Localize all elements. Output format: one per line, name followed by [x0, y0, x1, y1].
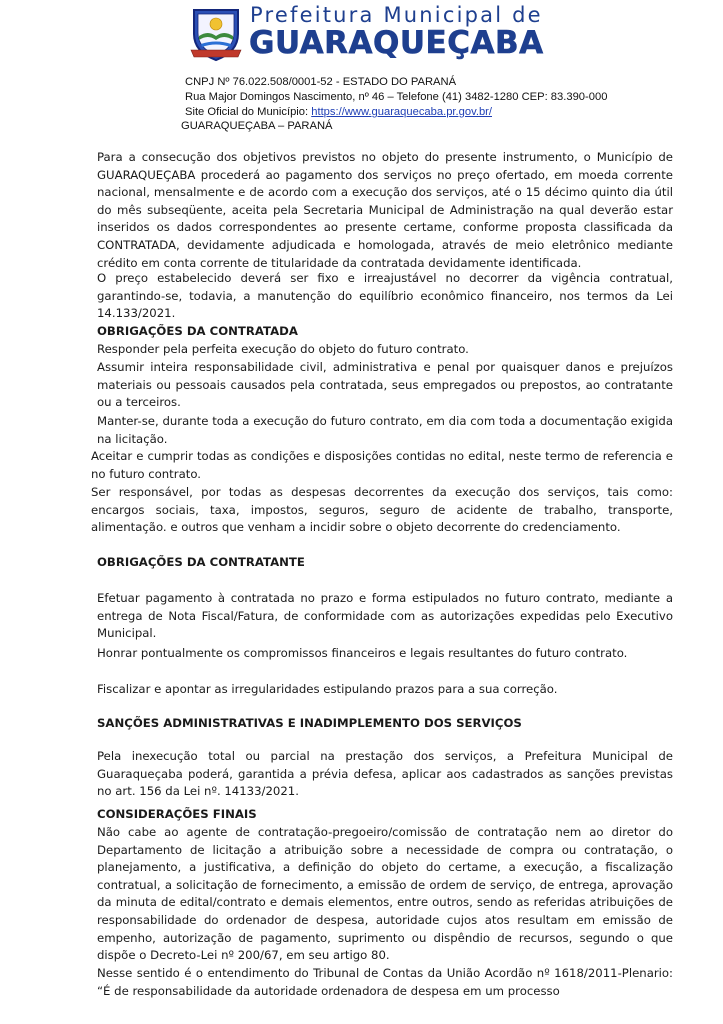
city-line: GUARAQUEÇABA – PARANÁ [181, 120, 333, 132]
sancoes-paragraph: Pela inexecução total ou parcial na prestação dos serviços, a Prefeitura Municipal de Guaraqueçaba poderá, garantida a prévia defesa, aplicar aos cadastrados as sanções previstas no art. 156 da Lei nº. 14133/2021. [97, 749, 673, 799]
contratada-item-2: Assumir inteira responsabilidade civil, administrativa e penal por quaisquer danos e prejuízos materiais ou pessoais causados pela contratada, seus empregados ou prepostos, ao contratante ou a terceiros. [97, 360, 673, 410]
cnpj-line: CNPJ Nº 76.022.508/0001-52 - ESTADO DO PARANÁ [185, 76, 457, 88]
heading-consideracoes: CONSIDERAÇÕES FINAIS [97, 807, 257, 821]
heading-contratante: OBRIGAÇÕES DA CONTRATANTE [97, 555, 305, 569]
site-link[interactable]: https://www.guaraquecaba.pr.gov.br/ [311, 106, 492, 118]
letterhead-title-line2: GUARAQUEÇABA [249, 25, 544, 61]
heading-contratada: OBRIGAÇÕES DA CONTRATADA [97, 324, 298, 338]
contratada-item-3: Manter-se, durante toda a execução do futuro contrato, em dia com toda a documentação exigida na licitação. [97, 414, 673, 446]
contratante-item-1: Efetuar pagamento à contratada no prazo e forma estipulados no futuro contrato, mediante a entrega de Nota Fiscal/Fatura, de conformidade com as autorizações expedidas pelo Executivo Municipal. [97, 591, 673, 641]
consideracoes-paragraph-1: Não cabe ao agente de contratação-pregoeiro/comissão de contratação nem ao diretor do Departamento de licitação a atribuição sobre a necessidade de compra ou contratação, o planejamento, a justificativa, a definição do objeto do certame, a execução, a fiscalização contratual, a solicitação de fornecimento, a emissão de ordem de serviço, de entrega, aprovação da minuta de edital/contrato e demais elementos, entre outros, sendo as referidas atribuições de responsabilidade do ordenador de despesa, autoridade cujos atos resultam em emissão de empenho, autorização de pagamento, suprimento ou dispêndio de recursos, segundo o que dispõe o Decreto-Lei nº 200/67, em seu artigo 80. [97, 825, 673, 963]
site-line [185, 106, 492, 118]
contratada-item-1: Responder pela perfeita execução do objeto do futuro contrato. [97, 342, 469, 356]
contratante-item-2: Honrar pontualmente os compromissos financeiros e legais resultantes do futuro contrato. [97, 646, 628, 660]
letterhead-title-line1: Prefeitura Municipal de [250, 3, 543, 27]
municipal-crest-logo [190, 6, 242, 62]
price-paragraph: O preço estabelecido deverá ser fixo e irreajustável no decorrer da vigência contratual, garantindo-se, todavia, a manutenção do equilíbrio econômico financeiro, nos termos da Lei 14.133/2021. [97, 271, 673, 321]
contratada-item-4: Aceitar e cumprir todas as condições e disposições contidas no edital, neste termo de referencia e no futuro contrato. [91, 449, 673, 481]
contratante-item-3: Fiscalizar e apontar as irregularidades estipulando prazos para a sua correção. [97, 682, 558, 696]
site-label: Site Oficial do Município: [185, 106, 312, 118]
heading-sancoes: SANÇÕES ADMINISTRATIVAS E INADIMPLEMENTO DOS SERVIÇOS [97, 716, 522, 730]
address-line: Rua Major Domingos Nascimento, nº 46 – Telefone (41) 3482-1280 CEP: 83.390-000 [185, 91, 608, 103]
consideracoes-paragraph-2: Nesse sentido é o entendimento do Tribunal de Contas da União Acordão nº 1618/2011-Plenario: “É de responsabilidade da autoridade ordenadora de despesa em um processo [97, 966, 673, 998]
payment-paragraph: Para a consecução dos objetivos previstos no objeto do presente instrumento, o Município de GUARAQUEÇABA procederá ao pagamento dos serviços no preço ofertado, em moeda corrente nacional, mensalmente e de acordo com a execução dos serviços, até o 15 décimo quinto dia útil do mês subseqüente, aceita pela Secretaria Municipal de Administração na qual deverão estar inseridos os dados correspondentes ao presente certame, conforme proposta classificada da CONTRATADA, devidamente adjudicada e homologada, através de meio eletrônico mediante crédito em conta corrente de titularidade da contratada devidamente identificada. [97, 150, 673, 270]
contratada-item-5: Ser responsável, por todas as despesas decorrentes da execução dos serviços, tais como: encargos sociais, taxa, impostos, seguros, seguro de acidente de trabalho, transporte, alimentação. e outros que venham a incidir sobre o objeto decorrente do credenciamento. [91, 485, 673, 535]
